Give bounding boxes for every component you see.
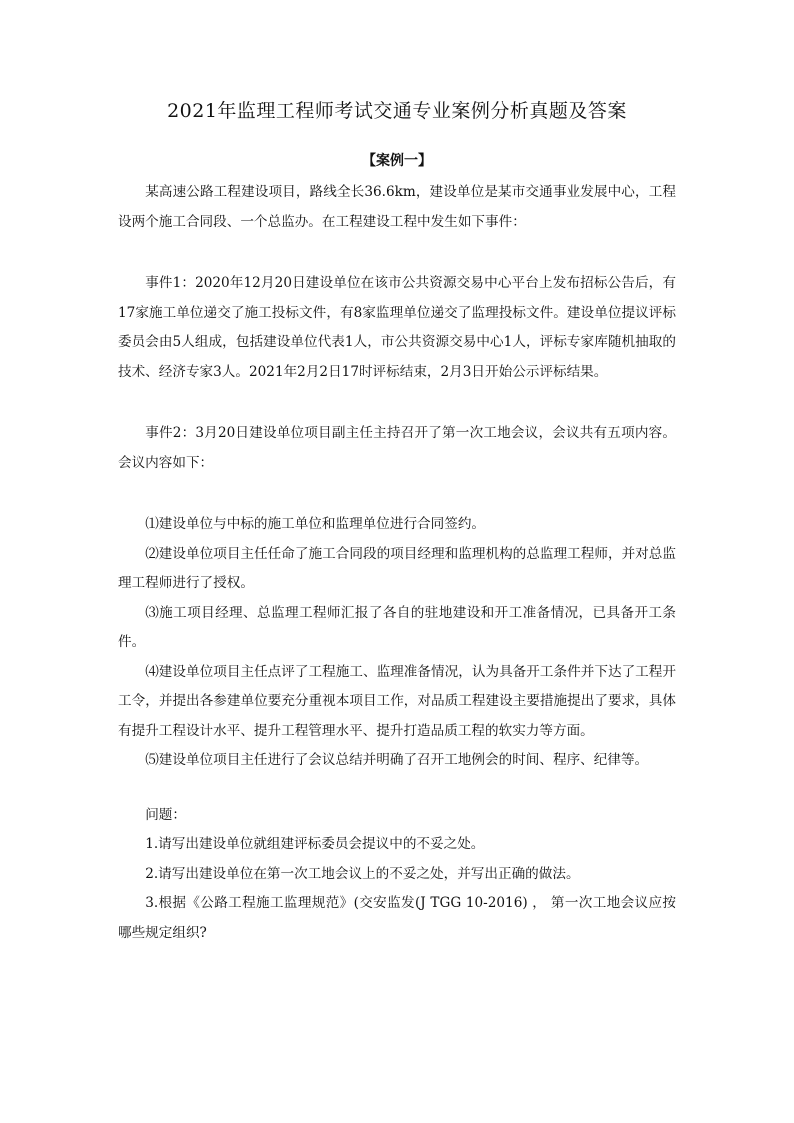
meeting-item-2: ⑵建设单位项目主任任命了施工合同段的项目经理和监理机构的总监理工程师，并对总监理工程师进行了授权。 xyxy=(118,545,676,591)
question-3: 3.根据《公路工程施工监理规范》(交安监发(J TGG 10-2016) ， 第一次工地会议应按哪些规定组织? xyxy=(118,895,676,941)
meeting-item-1: ⑴建设单位与中标的施工单位和监理单位进行合同签约。 xyxy=(145,516,486,532)
spacer xyxy=(118,237,676,269)
document-body xyxy=(118,178,676,948)
event2-paragraph: 事件2：3月20日建设单位项目副主任主持召开了第一次工地会议，会议共有五项内容。会议内容如下： xyxy=(118,425,676,471)
document-title: 2021年监理工程师考试交通专业案例分析真题及答案 xyxy=(167,100,627,122)
case-heading: 【案例一】 xyxy=(362,153,432,169)
meeting-item-3: ⑶施工项目经理、总监理工程师汇报了各自的驻地建设和开工准备情况，已具备开工条件。 xyxy=(118,604,676,650)
intro-paragraph: 某高速公路工程建设项目，路线全长36.6km，建设单位是某市交通事业发展中心，工程设两个施工合同段、一个总监办。在工程建设工程中发生如下事件： xyxy=(118,184,676,230)
questions-label: 问题： xyxy=(145,806,186,823)
event1-paragraph: 事件1：2020年12月20日建设单位在该市公共资源交易中心平台上发布招标公告后，有17家施工单位递交了施工投标文件，有8家监理单位递交了监理投标文件。建设单位提议评标委员会由5人组成，包括建设单位代表1人，市公共资源交易中心1人，评标专家库随机抽取的技术、经济专家3人。2021年2月2日17时评标结束，2月3日开始公示评标结果。 xyxy=(118,275,676,380)
question-1: 1.请写出建设单位就组建评标委员会提议中的不妥之处。 xyxy=(145,836,485,852)
spacer xyxy=(118,387,676,419)
spacer xyxy=(118,478,676,510)
meeting-item-4: ⑷建设单位项目主任点评了工程施工、监理准备情况，认为具备开工条件并下达了工程开工令，并提出各参建单位要充分重视本项目工作，对品质工程建设主要措施提出了要求，具体有提升工程设计水平、提升工程管理水平、提升打造品质工程的软实力等方面。 xyxy=(118,663,676,739)
question-2: 2.请写出建设单位在第一次工地会议上的不妥之处，并写出正确的做法。 xyxy=(145,865,580,882)
spacer xyxy=(118,776,676,801)
meeting-item-5: ⑸建设单位项目主任进行了会议总结并明确了召开工地例会的时间、程序、纪律等。 xyxy=(145,752,649,768)
